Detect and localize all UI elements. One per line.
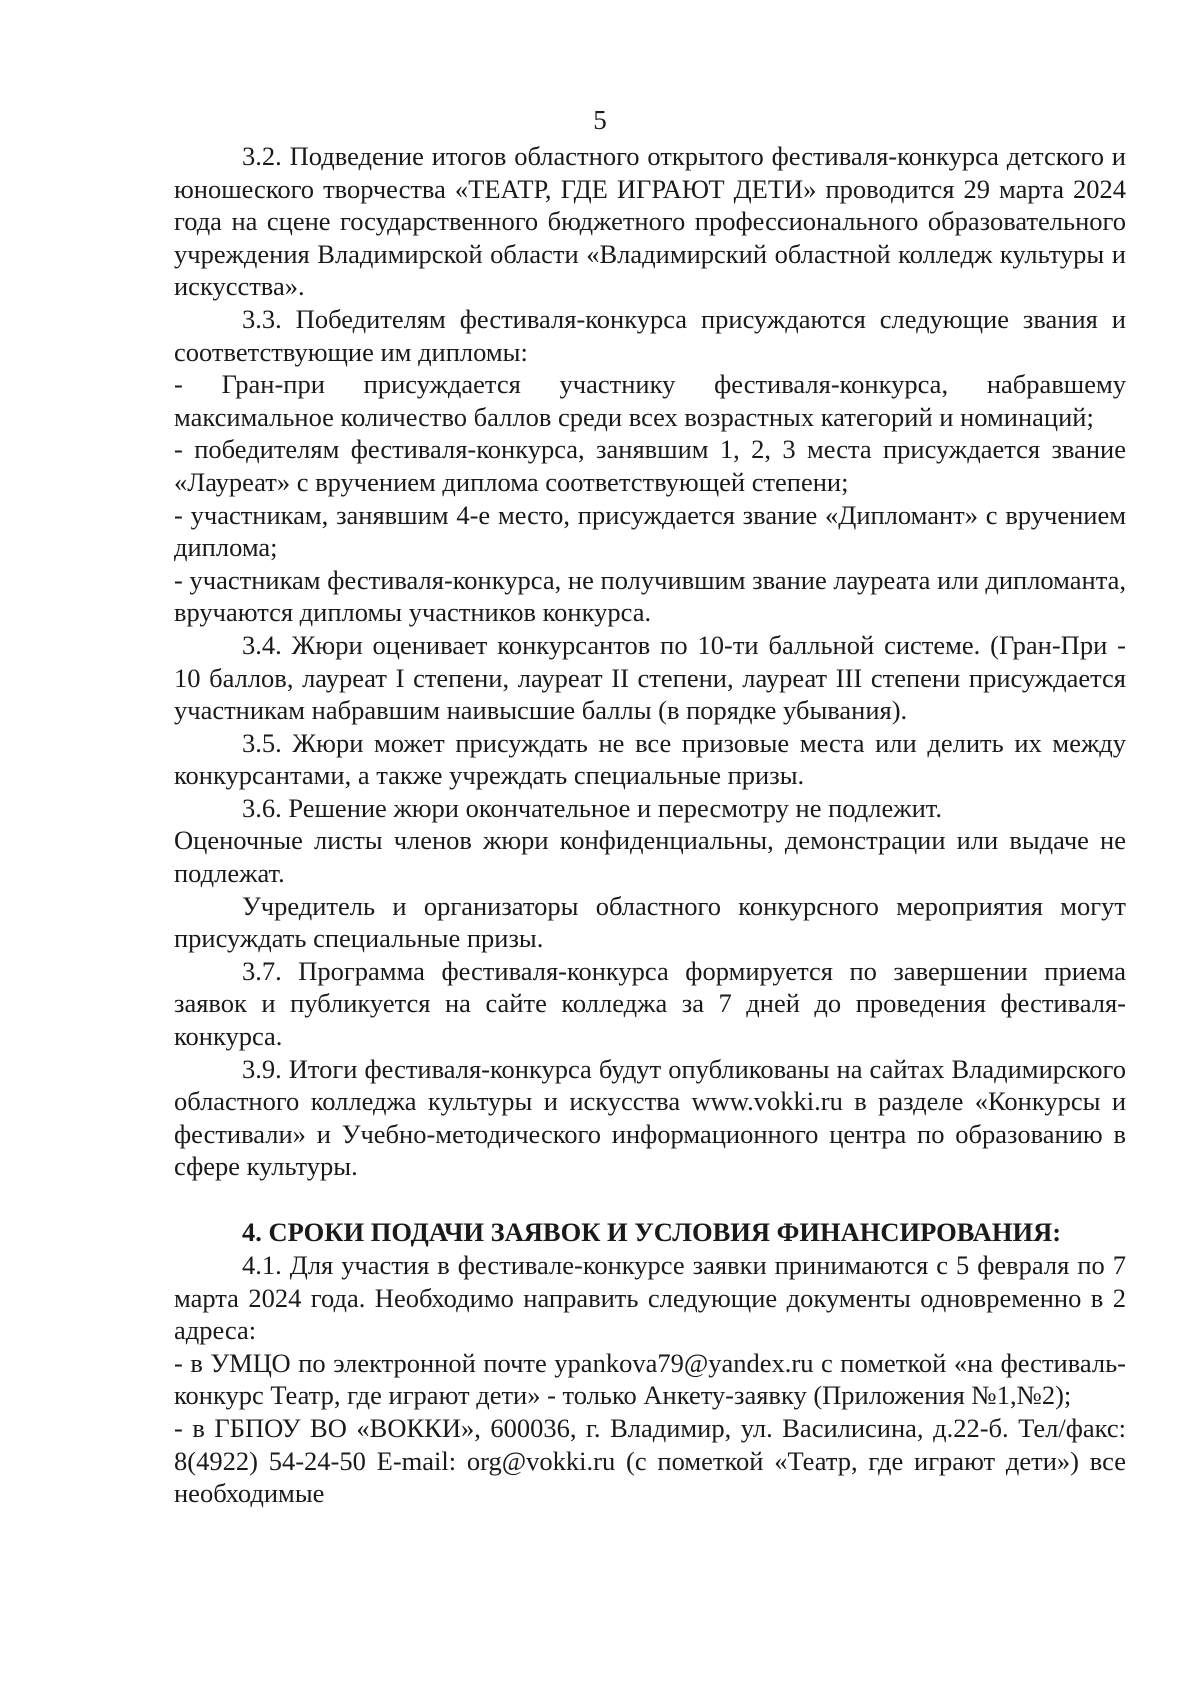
- paragraph-3-6-score-sheets: Оценочные листы членов жюри конфиденциальны, демонстрации или выдаче не подлежат.: [174, 825, 1126, 889]
- paragraph-3-5: 3.5. Жюри может присуждать не все призовые места или делить их между конкурсантами, а также учреждать специальные призы.: [174, 727, 1126, 791]
- paragraph-3-7: 3.7. Программа фестиваля-конкурса формируется по завершении приема заявок и публикуется на сайте колледжа за 7 дней до проведения фестиваля-конкурса.: [174, 955, 1126, 1052]
- list-item-laureate: - победителям фестиваля-конкурса, занявшим 1, 2, 3 места присуждается звание «Лауреат» с вручением диплома соответствующей степени;: [174, 434, 1126, 497]
- list-item-umco-email: - в УМЦО по электронной почте ypankova79@yandex.ru с пометкой «на фестиваль-конкурс Театр, где играют дети» - только Анкету-заявку (Приложения №1,№2);: [174, 1347, 1126, 1411]
- document-body: [174, 140, 1126, 1510]
- paragraph-3-6: 3.6. Решение жюри окончательное и пересмотру не подлежит.: [242, 792, 942, 823]
- list-item-grand-prix: - Гран-при присуждается участнику фестиваля-конкурса, набравшему максимальное количество баллов среди всех возрастных категорий и номинаций;: [174, 369, 1126, 432]
- list-item-vokki-address: - в ГБПОУ ВО «ВОККИ», 600036, г. Владимир, ул. Василисина, д.22-б. Тел/факс: 8(4922) 54-24-50 E-mail: org@vokki.ru (с пометкой «Театр, где играют дети») все необходимые: [174, 1412, 1126, 1509]
- list-item-diplomant: - участникам, занявшим 4-е место, присуждается звание «Дипломант» с вручением диплома;: [174, 499, 1126, 563]
- page-number: 5: [593, 105, 607, 135]
- paragraph-3-2: 3.2. Подведение итогов областного открытого фестиваля-конкурса детского и юношеского творчества «ТЕАТР, ГДЕ ИГРАЮТ ДЕТИ» проводится 29 марта 2024 года на сцене государственного бюджетного профессионального образовательного учреждения Владимирской области «Владимирский областной колледж культуры и искусства».: [174, 141, 1126, 302]
- section-gap: [174, 1183, 1126, 1215]
- paragraph-4-1: 4.1. Для участия в фестивале-конкурсе заявки принимаются с 5 февраля по 7 марта 2024 года. Необходимо направить следующие документы одновременно в 2 адреса:: [174, 1250, 1126, 1346]
- paragraph-3-4: 3.4. Жюри оценивает конкурсантов по 10-ти балльной системе. (Гран-При - 10 баллов, лауреат I степени, лауреат II степени, лауреат III степени присуждается участникам набравшим наивысшие баллы (в порядке убывания).: [174, 629, 1126, 726]
- paragraph-3-3: 3.3. Победителям фестиваля-конкурса присуждаются следующие звания и соответствующие им дипломы:: [174, 303, 1126, 367]
- list-item-participants: - участникам фестиваля-конкурса, не получившим звание лауреата или дипломанта, вручаются дипломы участников конкурса.: [174, 564, 1126, 628]
- section-4-heading: 4. СРОКИ ПОДАЧИ ЗАЯВОК И УСЛОВИЯ ФИНАНСИРОВАНИЯ:: [242, 1217, 1062, 1247]
- paragraph-3-9: 3.9. Итоги фестиваля-конкурса будут опубликованы на сайтах Владимирского областного колледжа культуры и искусства www.vokki.ru в разделе «Конкурсы и фестивали» и Учебно-методического информационного центра по образованию в сфере культуры.: [174, 1053, 1126, 1182]
- paragraph-3-6-founder: Учредитель и организаторы областного конкурсного мероприятия могут присуждать специальные призы.: [174, 890, 1126, 954]
